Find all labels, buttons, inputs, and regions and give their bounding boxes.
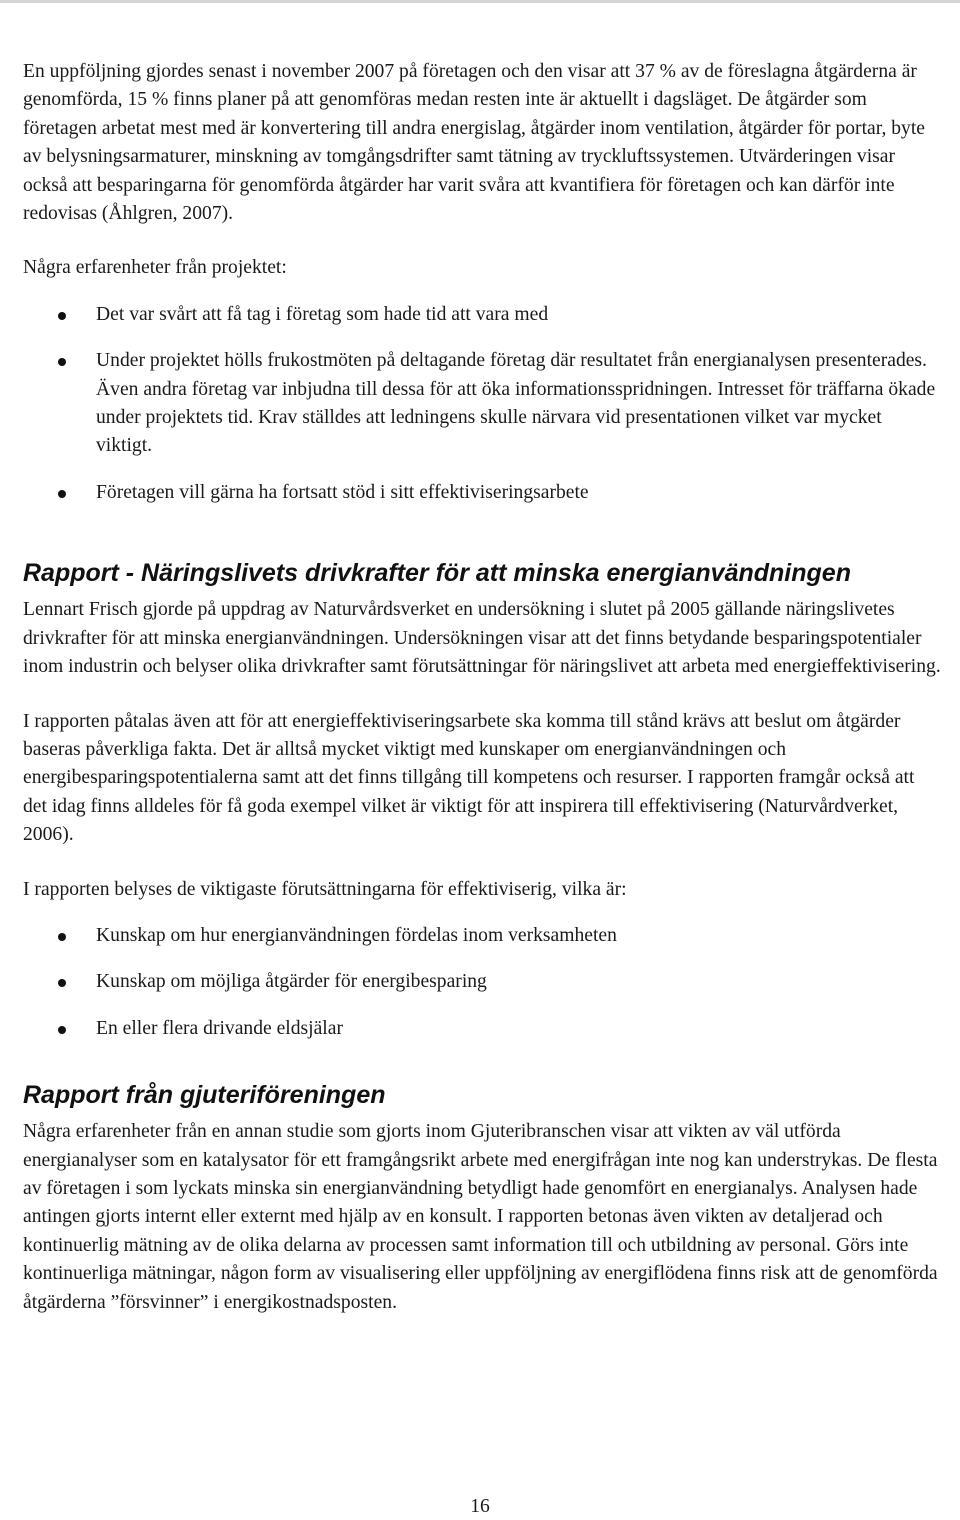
page-number: 16 — [470, 1496, 490, 1517]
document-page — [23, 58, 941, 1317]
intro-lead: Några erfarenheter från projektet: — [23, 257, 287, 279]
intro-bullet-list — [23, 301, 941, 507]
list-item: Kunskap om hur energianvändningen fördelas inom verksamheten — [23, 922, 941, 950]
section1-bullet-list — [23, 922, 941, 1043]
section-heading-gjuteriforeningen: Rapport från gjuteriföreningen — [23, 1081, 386, 1110]
list-item: Kunskap om möjliga åtgärder för energibesparing — [23, 968, 941, 996]
list-item: En eller flera drivande eldsjälar — [23, 1015, 941, 1043]
section1-lead: I rapporten belyses de viktigaste förutsättningarna för effektiviserig, vilka är: — [23, 878, 627, 900]
list-item: Under projektet hölls frukostmöten på deltagande företag där resultatet från energianalysen presenterades. Även andra företag var inbjudna till dessa för att öka informationsspridningen. Intresset för träffarna ökade under projektets tid. Krav ställdes att ledningens skulle närvara vid presentationen vilket var mycket viktigt. — [23, 347, 941, 461]
section1-paragraph-2: I rapporten påtalas även att för att energieffektiviseringsarbete ska komma till stånd krävs att beslut om åtgärder baseras påverkliga fakta. Det är alltså mycket viktigt med kunskaper om energianvändningen och energibesparingspotentialerna samt att det finns tillgång till kompetens och resurser. I rapporten framgår också att det idag finns alldeles för få goda exempel vilket är viktigt för att inspirera till effektivisering (Naturvårdverket, 2006). — [23, 710, 915, 846]
intro-paragraph: En uppföljning gjordes senast i november 2007 på företagen och den visar att 37 % av de föreslagna åtgärderna är genomförda, 15 % finns planer på att genomföras medan resten inte är aktuellt i dagsläget. De åtgärder som företagen arbetat mest med är konvertering till andra energislag, åtgärder inom ventilation, åtgärder för portar, byte av belysningsarmaturer, minskning av tomgångsdrifter samt tätning av tryckluftssystemen. Utvärderingen visar också att besparingarna för genomförda åtgärder har varit svåra att kvantifiera för företagen och kan därför inte redovisas (Åhlgren, 2007). — [23, 61, 925, 225]
top-border-line — [0, 0, 960, 3]
section1-paragraph-1: Lennart Frisch gjorde på uppdrag av Naturvårdsverket en undersökning i slutet på 2005 gällande näringslivetes drivkrafter för att minska energianvändningen. Undersökningen visar att det finns betydande besparingspotentialer inom industrin och belyser olika drivkrafter samt förutsättningar för näringslivet att arbeta med energieffektivisering. — [23, 599, 941, 678]
section2-paragraph-1: Några erfarenheter från en annan studie som gjorts inom Gjuteribranschen visar att vikten av väl utförda energianalyser som en katalysator för ett framgångsrikt arbete med energifrågan inte nog kan understrykas. De flesta av företagen i som lyckats minska sin energianvändning betydligt hade genomfört en energianalys. Analysen hade antingen gjorts internt eller externt med hjälp av en konsult. I rapporten betonas även vikten av detaljerad och kontinuerlig mätning av de olika delarna av processen samt information till och utbildning av personal. Görs inte kontinuerliga mätningar, någon form av visualisering eller uppföljning av energiflödena finns risk att de genomförda åtgärderna ”försvinner” i energikostnadsposten. — [23, 1121, 938, 1313]
list-item: Företagen vill gärna ha fortsatt stöd i sitt effektiviseringsarbete — [23, 479, 941, 507]
list-item: Det var svårt att få tag i företag som hade tid att vara med — [23, 301, 941, 329]
section-heading-naringslivets-drivkrafter: Rapport - Näringslivets drivkrafter för att minska energianvändningen — [23, 559, 851, 588]
